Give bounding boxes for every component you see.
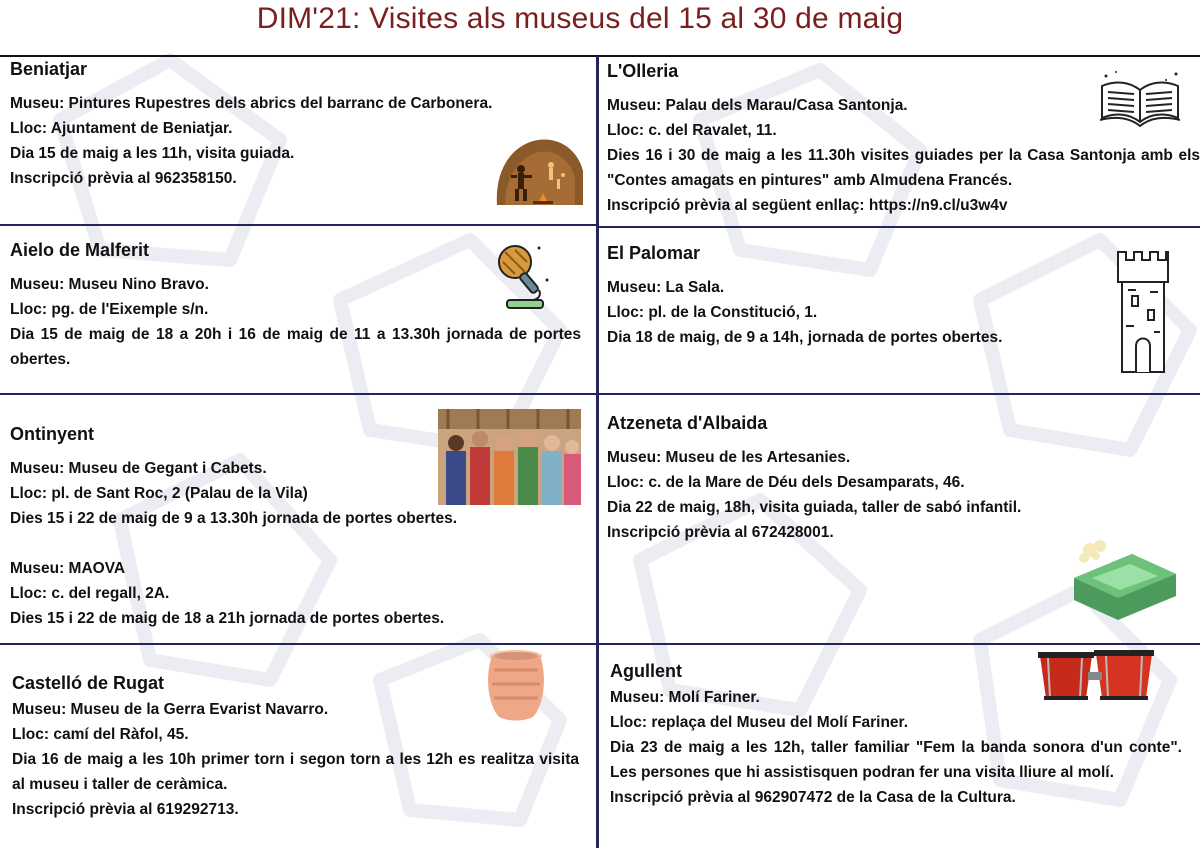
town-name: Agullent: [610, 661, 682, 681]
museum-name: Museu: Museu de la Gerra Evarist Navarro.: [12, 701, 329, 718]
museum-place: Lloc: Ajuntament de Beniatjar.: [10, 120, 233, 137]
town-name: El Palomar: [607, 243, 701, 263]
town-name: Atzeneta d'Albaida: [607, 413, 768, 433]
museum-place: Lloc: pg. de l'Eixemple s/n.: [10, 301, 209, 318]
museum-place-2: Lloc: c. del regall, 2A.: [10, 585, 170, 602]
signup-info: Inscripció prèvia al següent enllaç: https://n9.cl/u3w4v: [607, 197, 1008, 214]
town-name: Castelló de Rugat: [12, 673, 165, 693]
visit-time: Dia 23 de maig a les 12h, taller familiar "Fem la banda sonora d'un conte". Les persones que hi assistisquen podran fer una visita lliure al molí.: [610, 739, 1182, 781]
museum-name: Museu: Museu de les Artesanies.: [607, 449, 851, 466]
museum-name-2: Museu: MAOVA: [10, 560, 126, 577]
town-name: L'Olleria: [607, 61, 679, 81]
cave-painting-icon: [493, 135, 585, 207]
museum-name: Museu: Molí Fariner.: [610, 689, 760, 706]
clay-pot-icon: [480, 648, 552, 724]
row-divider-right-1: [599, 226, 1200, 228]
signup-info: Inscripció prèvia al 619292713.: [12, 801, 239, 818]
cell-atzeneta: [607, 411, 1200, 545]
museum-place: Lloc: c. del Ravalet, 11.: [607, 122, 777, 139]
museum-name: Museu: Museu de Gegant i Cabets.: [10, 460, 267, 477]
town-name: Ontinyent: [10, 424, 94, 444]
microphone-icon: [493, 240, 553, 312]
museum-place: Lloc: pl. de la Constitució, 1.: [607, 304, 818, 321]
signup-info: Inscripció prèvia al 962358150.: [10, 170, 237, 187]
giants-photo: [438, 409, 581, 505]
town-name: Aielo de Malferit: [10, 240, 150, 260]
row-divider-3: [0, 643, 1200, 645]
bongo-drums-icon: [1036, 648, 1156, 704]
town-name: Beniatjar: [10, 59, 88, 79]
soap-icon: [1070, 538, 1180, 622]
open-book-icon: [1096, 68, 1184, 128]
cell-palomar: [607, 241, 1079, 350]
signup-info: Inscripció prèvia al 672428001.: [607, 524, 834, 541]
visit-time: Dia 16 de maig a les 10h primer torn i segon torn a les 12h es realitza visita al museu i taller de ceràmica.: [12, 751, 579, 793]
column-divider: [596, 56, 599, 848]
museum-name: Museu: Museu Nino Bravo.: [10, 276, 209, 293]
visit-time: Dies 15 i 22 de maig de 9 a 13.30h jornada de portes obertes.: [10, 510, 458, 527]
visit-time: Dia 15 de maig de 18 a 20h i 16 de maig de 11 a 13.30h jornada de portes obertes.: [10, 326, 581, 368]
page-title: DIM'21: Visites als museus del 15 al 30 de maig: [256, 2, 904, 35]
visit-time: Dia 22 de maig, 18h, visita guiada, taller de sabó infantil.: [607, 499, 1022, 516]
row-divider-2: [0, 393, 1200, 395]
museum-place: Lloc: pl. de Sant Roc, 2 (Palau de la Vila): [10, 485, 308, 502]
museum-name: Museu: La Sala.: [607, 279, 725, 296]
row-divider-left-1: [0, 224, 596, 226]
visit-time: Dies 16 i 30 de maig a les 11.30h visites guiades per la Casa Santonja amb els "Contes amagats en pintures" amb Almudena Francés.: [607, 147, 1200, 189]
visit-time: Dia 18 de maig, de 9 a 14h, jornada de portes obertes.: [607, 329, 1003, 346]
visit-time-2: Dies 15 i 22 de maig de 18 a 21h jornada de portes obertes.: [10, 610, 445, 627]
museum-place: Lloc: replaça del Museu del Molí Fariner.: [610, 714, 909, 731]
tower-icon: [1114, 246, 1172, 376]
museum-name: Museu: Palau dels Marau/Casa Santonja.: [607, 97, 908, 114]
museum-name: Museu: Pintures Rupestres dels abrics del barranc de Carbonera.: [10, 95, 493, 112]
museum-place: Lloc: c. de la Mare de Déu dels Desamparats, 46.: [607, 474, 965, 491]
museum-place: Lloc: camí del Ràfol, 45.: [12, 726, 189, 743]
signup-info: Inscripció prèvia al 962907472 de la Casa de la Cultura.: [610, 789, 1016, 806]
visit-time: Dia 15 de maig a les 11h, visita guiada.: [10, 145, 295, 162]
